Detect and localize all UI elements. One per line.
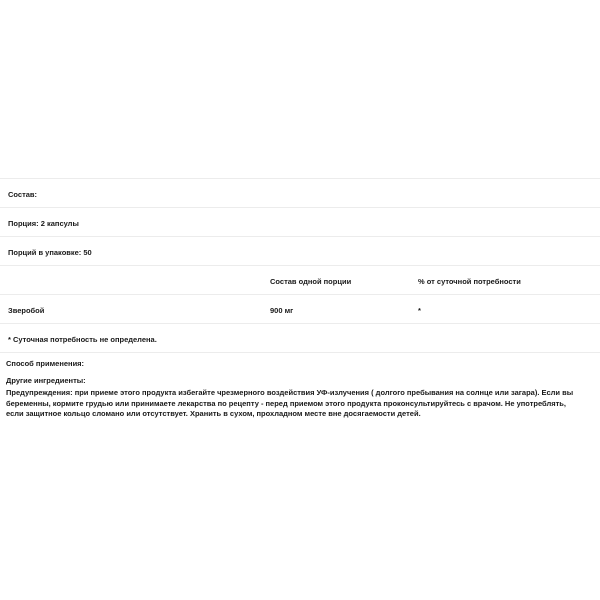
composition-title-row xyxy=(0,178,600,207)
footnote-row xyxy=(0,323,600,353)
composition-title: Состав: xyxy=(8,190,38,199)
header-per-serving: Состав одной порции xyxy=(270,277,352,286)
ingredient-amount: 900 мг xyxy=(270,306,294,315)
header-daily-value: % от суточной потребности xyxy=(418,277,521,286)
usage-label: Способ применения: xyxy=(6,359,85,368)
serving-row xyxy=(0,207,600,236)
ingredient-name: Зверобой xyxy=(8,306,45,315)
servings-per-container-row xyxy=(0,236,600,265)
table-row xyxy=(0,294,600,323)
footnote: * Суточная потребность не определена. xyxy=(8,335,157,344)
table-header-row xyxy=(0,265,600,294)
warnings-text: Предупреждения: при приеме этого продукта избегайте чрезмерного воздействия УФ-излучения ( долгого пребывания на солнце или загара). Если вы беременны, кормите грудью или принимаете лекарства по рецепту - перед приемом этого продукта проконсультируйтесь с врачом. Не употреблять, если защитное кольцо сломано или отсутствует. Хранить в сухом, прохладном месте вне досягаемости детей. xyxy=(6,388,574,418)
composition-section xyxy=(0,178,600,353)
serving-size: Порция: 2 капсулы xyxy=(8,219,79,228)
servings-per-container: Порций в упаковке: 50 xyxy=(8,248,92,257)
other-ingredients-label: Другие ингредиенты: xyxy=(6,376,86,385)
ingredient-daily-value: * xyxy=(418,306,421,315)
